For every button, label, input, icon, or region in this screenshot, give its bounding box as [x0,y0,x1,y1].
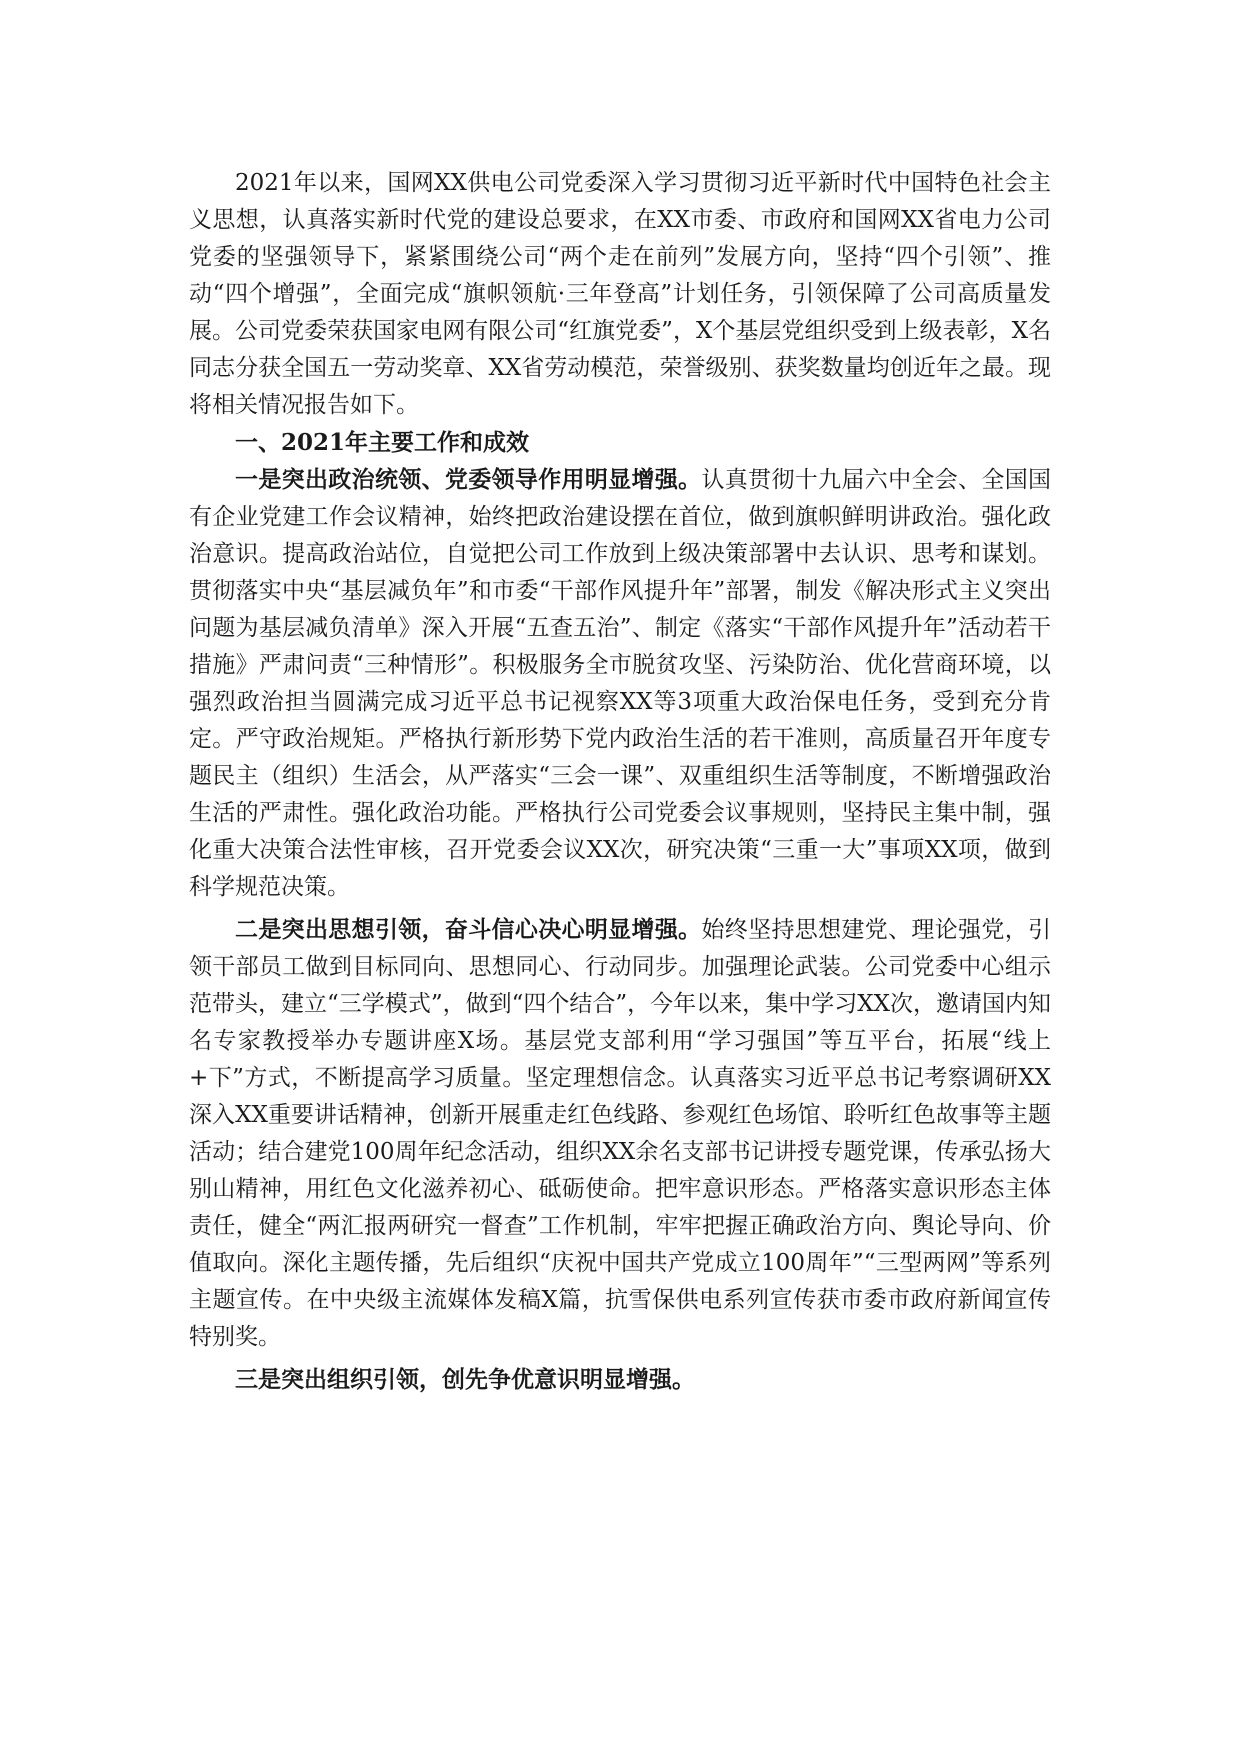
item-1-body: 认真贯彻十九届六中全会、全国国有企业党建工作会议精神，始终把政治建设摆在首位，做到旗帜鲜明讲政治。强化政治意识。提高政治站位，自觉把公司工作放到上级决策部署中去认识、思考和谋划。贯彻落实中央“基层减负年”和市委“干部作风提升年”部署，制发《解决形式主义突出问题为基层减负清单》深入开展“五查五治”、制定《落实“干部作风提升年”活动若干措施》严肃问责“三种情形”。积极服务全市脱贫攻坚、污染防治、优化营商环境，以强烈政治担当圆满完成习近平总书记视察XX等3项重大政治保电任务，受到充分肯定。严守政治规矩。严格执行新形势下党内政治生活的若干准则，高质量召开年度专题民主（组织）生活会，从严落实“三会一课”、双重组织生活等制度，不断增强政治生活的严肃性。强化政治功能。严格执行公司党委会议事规则，坚持民主集中制，强化重大决策合法性审核，召开党委会议XX次，研究决策“三重一大”事项XX项，做到科学规范决策。 [189,467,1052,900]
item-3-lead: 三是突出组织引领，创先争优意识明显增强。 [235,1366,695,1393]
item-2-body: 始终坚持思想建党、理论强党，引领干部员工做到目标同向、思想同心、行动同步。加强理论武装。公司党委中心组示范带头，建立“三学模式”，做到“四个结合”，今年以来，集中学习XX次，邀请国内知名专家教授举办专题讲座X场。基层党支部利用“学习强国”等互平台，拓展“线上+下”方式，不断提高学习质量。坚定理想信念。认真落实习近平总书记考察调研XX深入XX重要讲话精神，创新开展重走红色线路、参观红色场馆、聆听红色故事等主题活动；结合建党100周年纪念活动，组织XX余名支部书记讲授专题党课，传承弘扬大别山精神，用红色文化滋养初心、砥砺使命。把牢意识形态。严格落实意识形态主体责任，健全“两汇报两研究一督查”工作机制，牢牢把握正确政治方向、舆论导向、价值取向。深化主题传播，先后组织“庆祝中国共产党成立100周年”“三型两网”等系列主题宣传。在中央级主流媒体发稿X篇，抗雪保供电系列宣传获市委市政府新闻宣传特别奖。 [189,917,1052,1350]
intro-paragraph: 2021年以来，国网XX供电公司党委深入学习贯彻习近平新时代中国特色社会主义思想，认真落实新时代党的建设总要求，在XX市委、市政府和国网XX省电力公司党委的坚强领导下，紧紧围绕公司“两个走在前列”发展方向，坚持“四个引领”、推动“四个增强”，全面完成“旗帜领航·三年登高”计划任务，引领保障了公司高质量发展。公司党委荣获国家电网有限公司“红旗党委”，X个基层党组织受到上级表彰，X名同志分获全国五一劳动奖章、XX省劳动模范，荣誉级别、获奖数量均创近年之最。现将相关情况报告如下。 [189,170,1051,418]
item-2-paragraph [189,911,1051,1356]
item-2-lead: 二是突出思想引领，奋斗信心决心明显增强。 [235,916,702,943]
item-1-paragraph [189,461,1051,906]
document-body [189,165,1051,1399]
item-1-lead: 一是突出政治统领、党委领导作用明显增强。 [235,466,702,493]
section-heading: 一、2021年主要工作和成效 [235,429,530,456]
item-3-paragraph [189,1361,1051,1399]
